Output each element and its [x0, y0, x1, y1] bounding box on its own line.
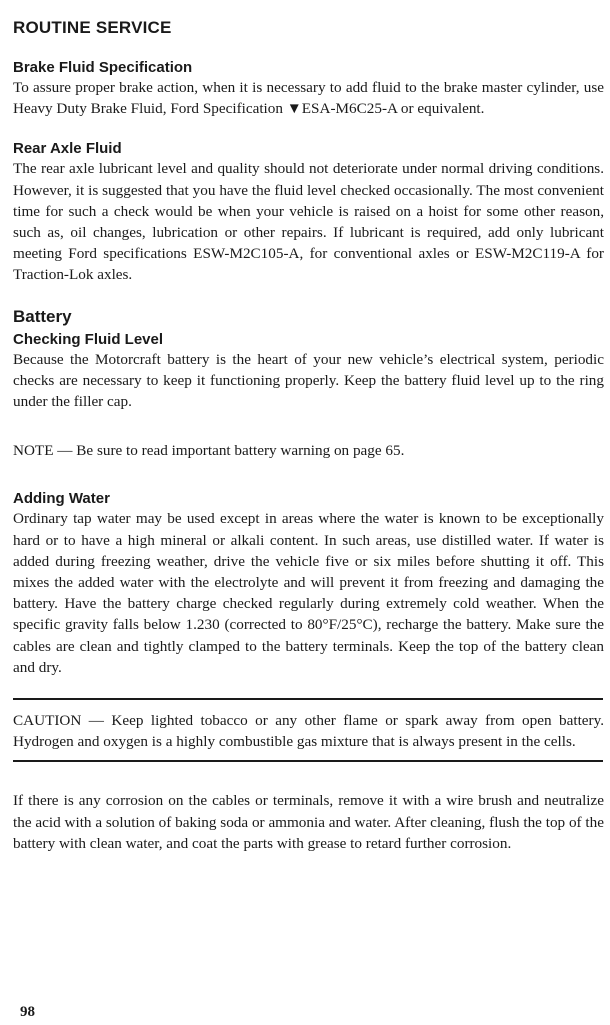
battery-note: NOTE — Be sure to read important battery warning on page 65.	[13, 442, 405, 460]
rear-axle-section	[13, 139, 604, 285]
section-title: ROUTINE SERVICE	[13, 18, 172, 37]
caution-text: CAUTION — Keep lighted tobacco or any other flame or spark away from open battery. Hydrogen and oxygen is a highly combustible gas mixture that is always present in the cells.	[13, 712, 604, 751]
checking-fluid-text: Because the Motorcraft battery is the heart of your new vehicle’s electrical system, periodic checks are necessary to keep it functioning properly. Keep the battery fluid level up to the ring under the filler cap.	[13, 350, 604, 411]
brake-fluid-text: To assure proper brake action, when it is necessary to add fluid to the brake master cylinder, use Heavy Duty Brake Fluid, Ford Specification ▼ESA-M6C25-A or equivalent.	[13, 79, 604, 118]
rear-axle-heading: Rear Axle Fluid	[13, 140, 122, 158]
brake-fluid-heading: Brake Fluid Specification	[13, 59, 193, 76]
battery-section	[13, 306, 604, 854]
adding-water-text: Ordinary tap water may be used except in areas where the water is known to be exceptionally hard or to have a high mineral or alkali content. In such areas, use distilled water. If water is added during freezing weather, drive the vehicle five or six miles before shutting it off. This mixes the added water with the electrolyte and will prevent it from freezing and damaging the battery. Have the battery charge checked regularly during extremely cold weather. When the specific gravity falls below 1.230 (corrected to 80°F/25°C), recharge the battery. Make sure the cables are clean and tightly clamped to the battery terminals. Keep the top of the battery clean and dry.	[13, 510, 604, 676]
page-number: 98	[20, 1004, 35, 1020]
battery-heading: Battery	[13, 306, 72, 326]
adding-water-heading: Adding Water	[13, 490, 110, 508]
caution-box	[13, 700, 604, 760]
checking-fluid-heading: Checking Fluid Level	[13, 330, 164, 348]
brake-fluid-section	[13, 58, 604, 119]
corrosion-text: If there is any corrosion on the cables or terminals, remove it with a wire brush and neutralize the acid with a solution of baking soda or ammonia and water. After cleaning, flush the top of the battery with clean water, and coat the parts with grease to retard further corrosion.	[13, 792, 604, 852]
rear-axle-text: The rear axle lubricant level and quality should not deteriorate under normal driving conditions. However, it is suggested that you have the fluid level checked occasionally. The most convenient time for such a check would be when your vehicle is raised on a hoist for some other reason, such as, oil changes, lubrication or other repairs. If lubricant is required, add only lubricant meeting Ford specifications ESW-M2C105-A, for conventional axles or ESW-M2C119-A for Traction-Lok axles.	[13, 160, 604, 284]
